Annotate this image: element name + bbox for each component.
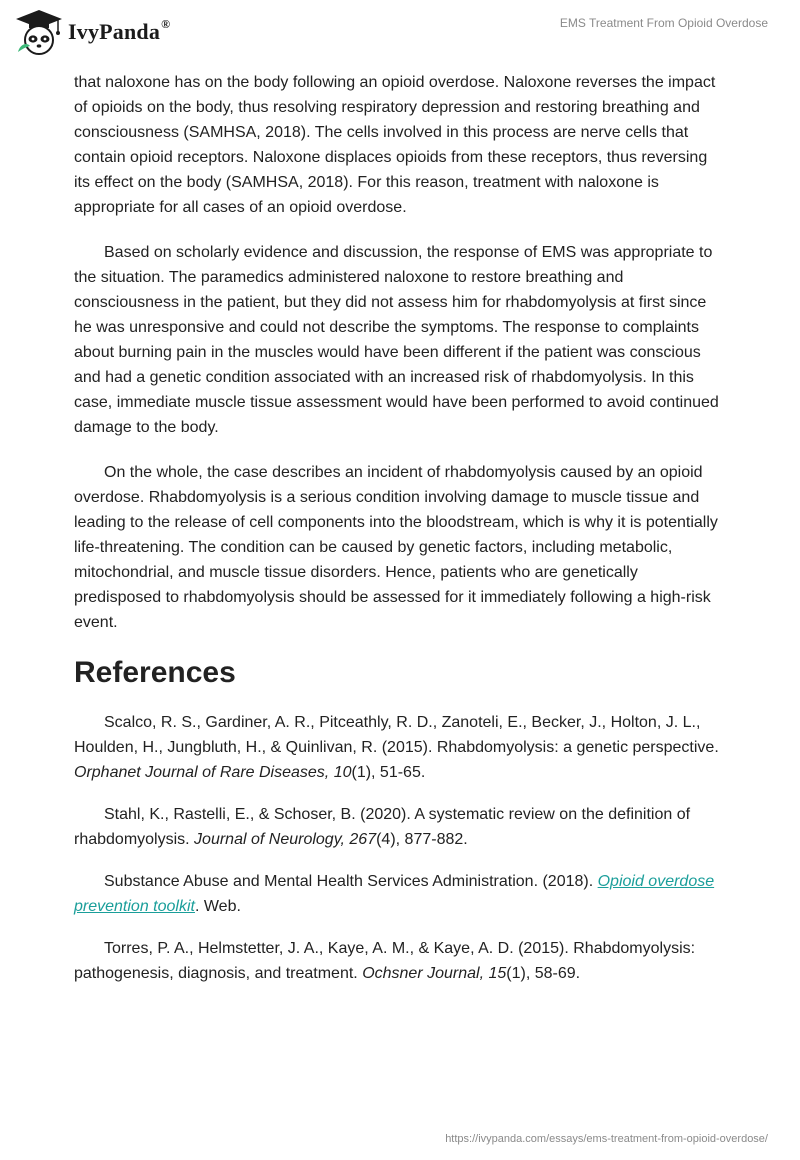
footer-source-url: https://ivypanda.com/essays/ems-treatment-from-opioid-overdose/ [445,1133,768,1145]
body-paragraph: that naloxone has on the body following an opioid overdose. Naloxone reverses the impact of opioids on the body, thus resolving respiratory depression and restoring breathing and consciousness (SAMHSA, 2018). The cells involved in this process are nerve cells that contain opioid receptors. Naloxone displaces opioids from these receptors, thus reversing its effect on the body (SAMHSA, 2018). For this reason, treatment with naloxone is appropriate for all cases of an opioid overdose. [74,74,716,216]
references-heading: References [74,656,236,689]
reference-link[interactable]: Opioid overdose prevention toolkit [74,873,715,915]
document-title: EMS Treatment From Opioid Overdose [559,16,768,30]
ivypanda-logo[interactable] [14,8,170,56]
panda-graduation-cap-icon [14,8,64,56]
page-header [0,0,800,64]
reference-item: Substance Abuse and Mental Health Services Administration. (2018). Opioid overdose prevention toolkit. Web. [74,873,715,915]
body-paragraph: Based on scholarly evidence and discussion, the response of EMS was appropriate to the situation. The paramedics administered naloxone to restore breathing and consciousness in the patient, but they did not assess him for rhabdomyolysis at first since he was unresponsive and could not describe the symptoms. The response to complaints about burning pain in the muscles would have been different if the patient was conscious and had a genetic condition associated with an increased risk of rhabdomyolysis. In this case, immediate muscle tissue assessment would have been performed to avoid continued damage to the body. [74,244,719,436]
reference-item: Stahl, K., Rastelli, E., & Schoser, B. (2020). A systematic review on the definition of rhabdomyolysis. Journal of Neurology, 267(4), 877-882. [74,806,691,848]
logo-wordmark: IvyPanda® [68,17,171,44]
essay-content [74,70,724,1003]
reference-item: Torres, P. A., Helmstetter, J. A., Kaye, A. M., & Kaye, A. D. (2015). Rhabdomyolysis: pathogenesis, diagnosis, and treatment. Ochsner Journal, 15(1), 58-69. [74,940,696,982]
reference-item: Scalco, R. S., Gardiner, A. R., Pitceathly, R. D., Zanoteli, E., Becker, J., Holton, J. L., Houlden, H., Jungbluth, H., & Quinlivan, R. (2015). Rhabdomyolysis: a genetic perspective. Orphanet Journal of Rare Diseases, 10(1), 51-65. [74,714,719,781]
body-paragraph: On the whole, the case describes an incident of rhabdomyolysis caused by an opioid overdose. Rhabdomyolysis is a serious condition involving damage to muscle tissue and leading to the release of cell components into the bloodstream, which is why it is potentially life-threatening. The condition can be caused by genetic factors, including metabolic, mitochondrial, and muscle tissue disorders. Hence, patients who are genetically predisposed to rhabdomyolysis should be assessed for it immediately following a high-risk event. [74,464,718,631]
